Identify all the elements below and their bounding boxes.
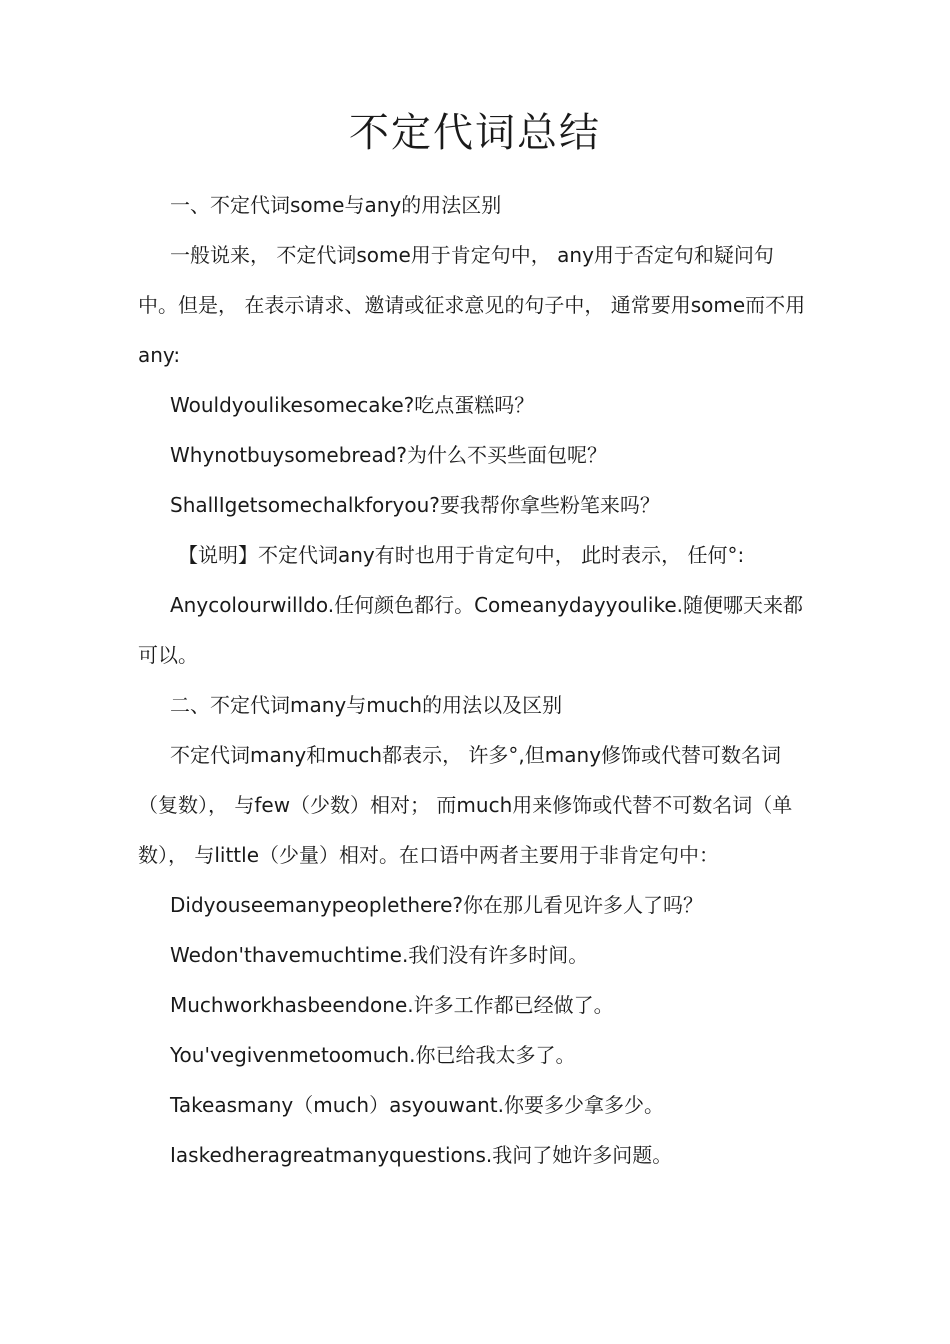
paragraph-many-much-explanation: 不定代词many和much都表示， 许多°,但many修饰或代替可数名词（复数）， 与few（少数）相对； 而much用来修饰或代替不可数名词（单数）， 与little（少量）相对。在口语中两者主要用于非肯定句中：	[138, 743, 793, 867]
page-title: 不定代词总结	[349, 110, 601, 156]
example-sentence: Whynotbuysomebread?为什么不买些面包呢？	[170, 443, 608, 467]
example-sentence: ShallIgetsomechalkforyou?要我帮你拿些粉笔来吗？	[170, 493, 660, 517]
example-sentence: Didyouseemanypeoplethere?你在那儿看见许多人了吗？	[170, 893, 703, 917]
example-sentence: Muchworkhasbeendone.许多工作都已经做了。	[170, 993, 614, 1017]
example-sentence: You'vegivenmetoomuch.你已给我太多了。	[170, 1043, 576, 1067]
example-sentence: Wedon'thavemuchtime.我们没有许多时间。	[170, 943, 589, 967]
document-body	[138, 180, 808, 1180]
note-paragraph: 【说明】不定代词any有时也用于肯定句中， 此时表示， 任何°:	[178, 543, 745, 567]
example-sentence: Iaskedheragreatmanyquestions.我问了她许多问题。	[170, 1143, 673, 1167]
example-sentence: Wouldyoulikesomecake?吃点蛋糕吗？	[170, 393, 535, 417]
example-sentence: Takeasmany（much）asyouwant.你要多少拿多少。	[170, 1093, 665, 1117]
section-heading-some-any: 一、不定代词some与any的用法区别	[170, 193, 502, 217]
paragraph-some-any-explanation: 一般说来， 不定代词some用于肯定句中， any用于否定句和疑问句中。但是， 在表示请求、邀请或征求意见的句子中， 通常要用some而不用any:	[138, 243, 806, 367]
section-heading-many-much: 二、不定代词many与much的用法以及区别	[170, 693, 563, 717]
example-sentence: Anycolourwilldo.任何颜色都行。Comeanydayyoulike.随便哪天来都可以。	[138, 593, 804, 667]
